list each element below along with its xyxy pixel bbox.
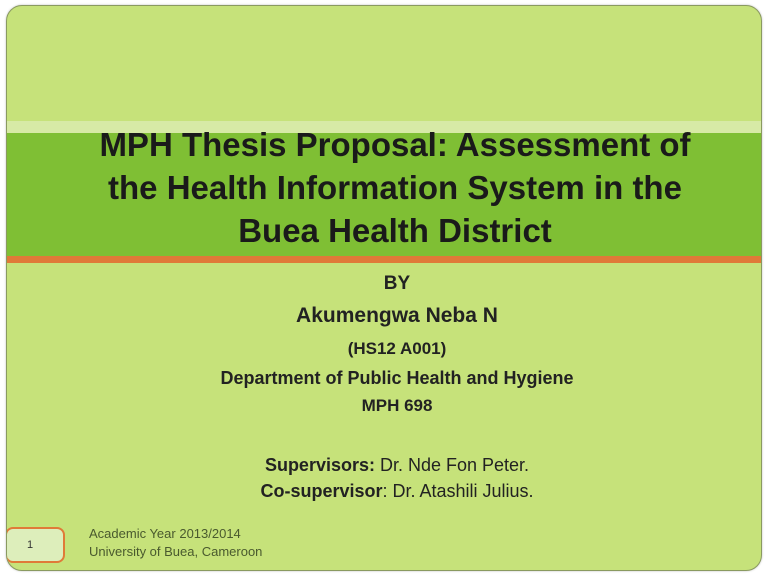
supervisor-line	[217, 453, 577, 477]
footer-university: University of Buea, Cameroon	[89, 544, 263, 559]
slide	[6, 5, 762, 571]
course-code: MPH 698	[361, 396, 433, 415]
title-line-2: the Health Information System in the	[108, 169, 682, 206]
supervisor-name: Dr. Nde Fon Peter.	[374, 455, 530, 475]
cosupervisor-label: Co-supervisor	[260, 481, 383, 501]
cosupervisor-line	[217, 479, 577, 503]
cosupervisor-name: : Dr. Atashili Julius.	[382, 481, 534, 501]
footer-academic-year: Academic Year 2013/2014	[89, 526, 241, 541]
department: Department of Public Health and Hygiene	[220, 368, 574, 388]
title-line-3: Buea Health District	[238, 212, 552, 249]
student-id: (HS12 A001)	[347, 339, 447, 358]
title-underline-rule	[7, 256, 761, 263]
title-line-1: MPH Thesis Proposal: Assessment of	[99, 126, 691, 163]
supervisor-label: Supervisors:	[264, 455, 375, 475]
slide-title	[35, 123, 755, 252]
author-name: Akumengwa Neba N	[296, 304, 498, 327]
by-label: BY	[383, 273, 411, 294]
page-number-badge: 1	[6, 527, 65, 563]
